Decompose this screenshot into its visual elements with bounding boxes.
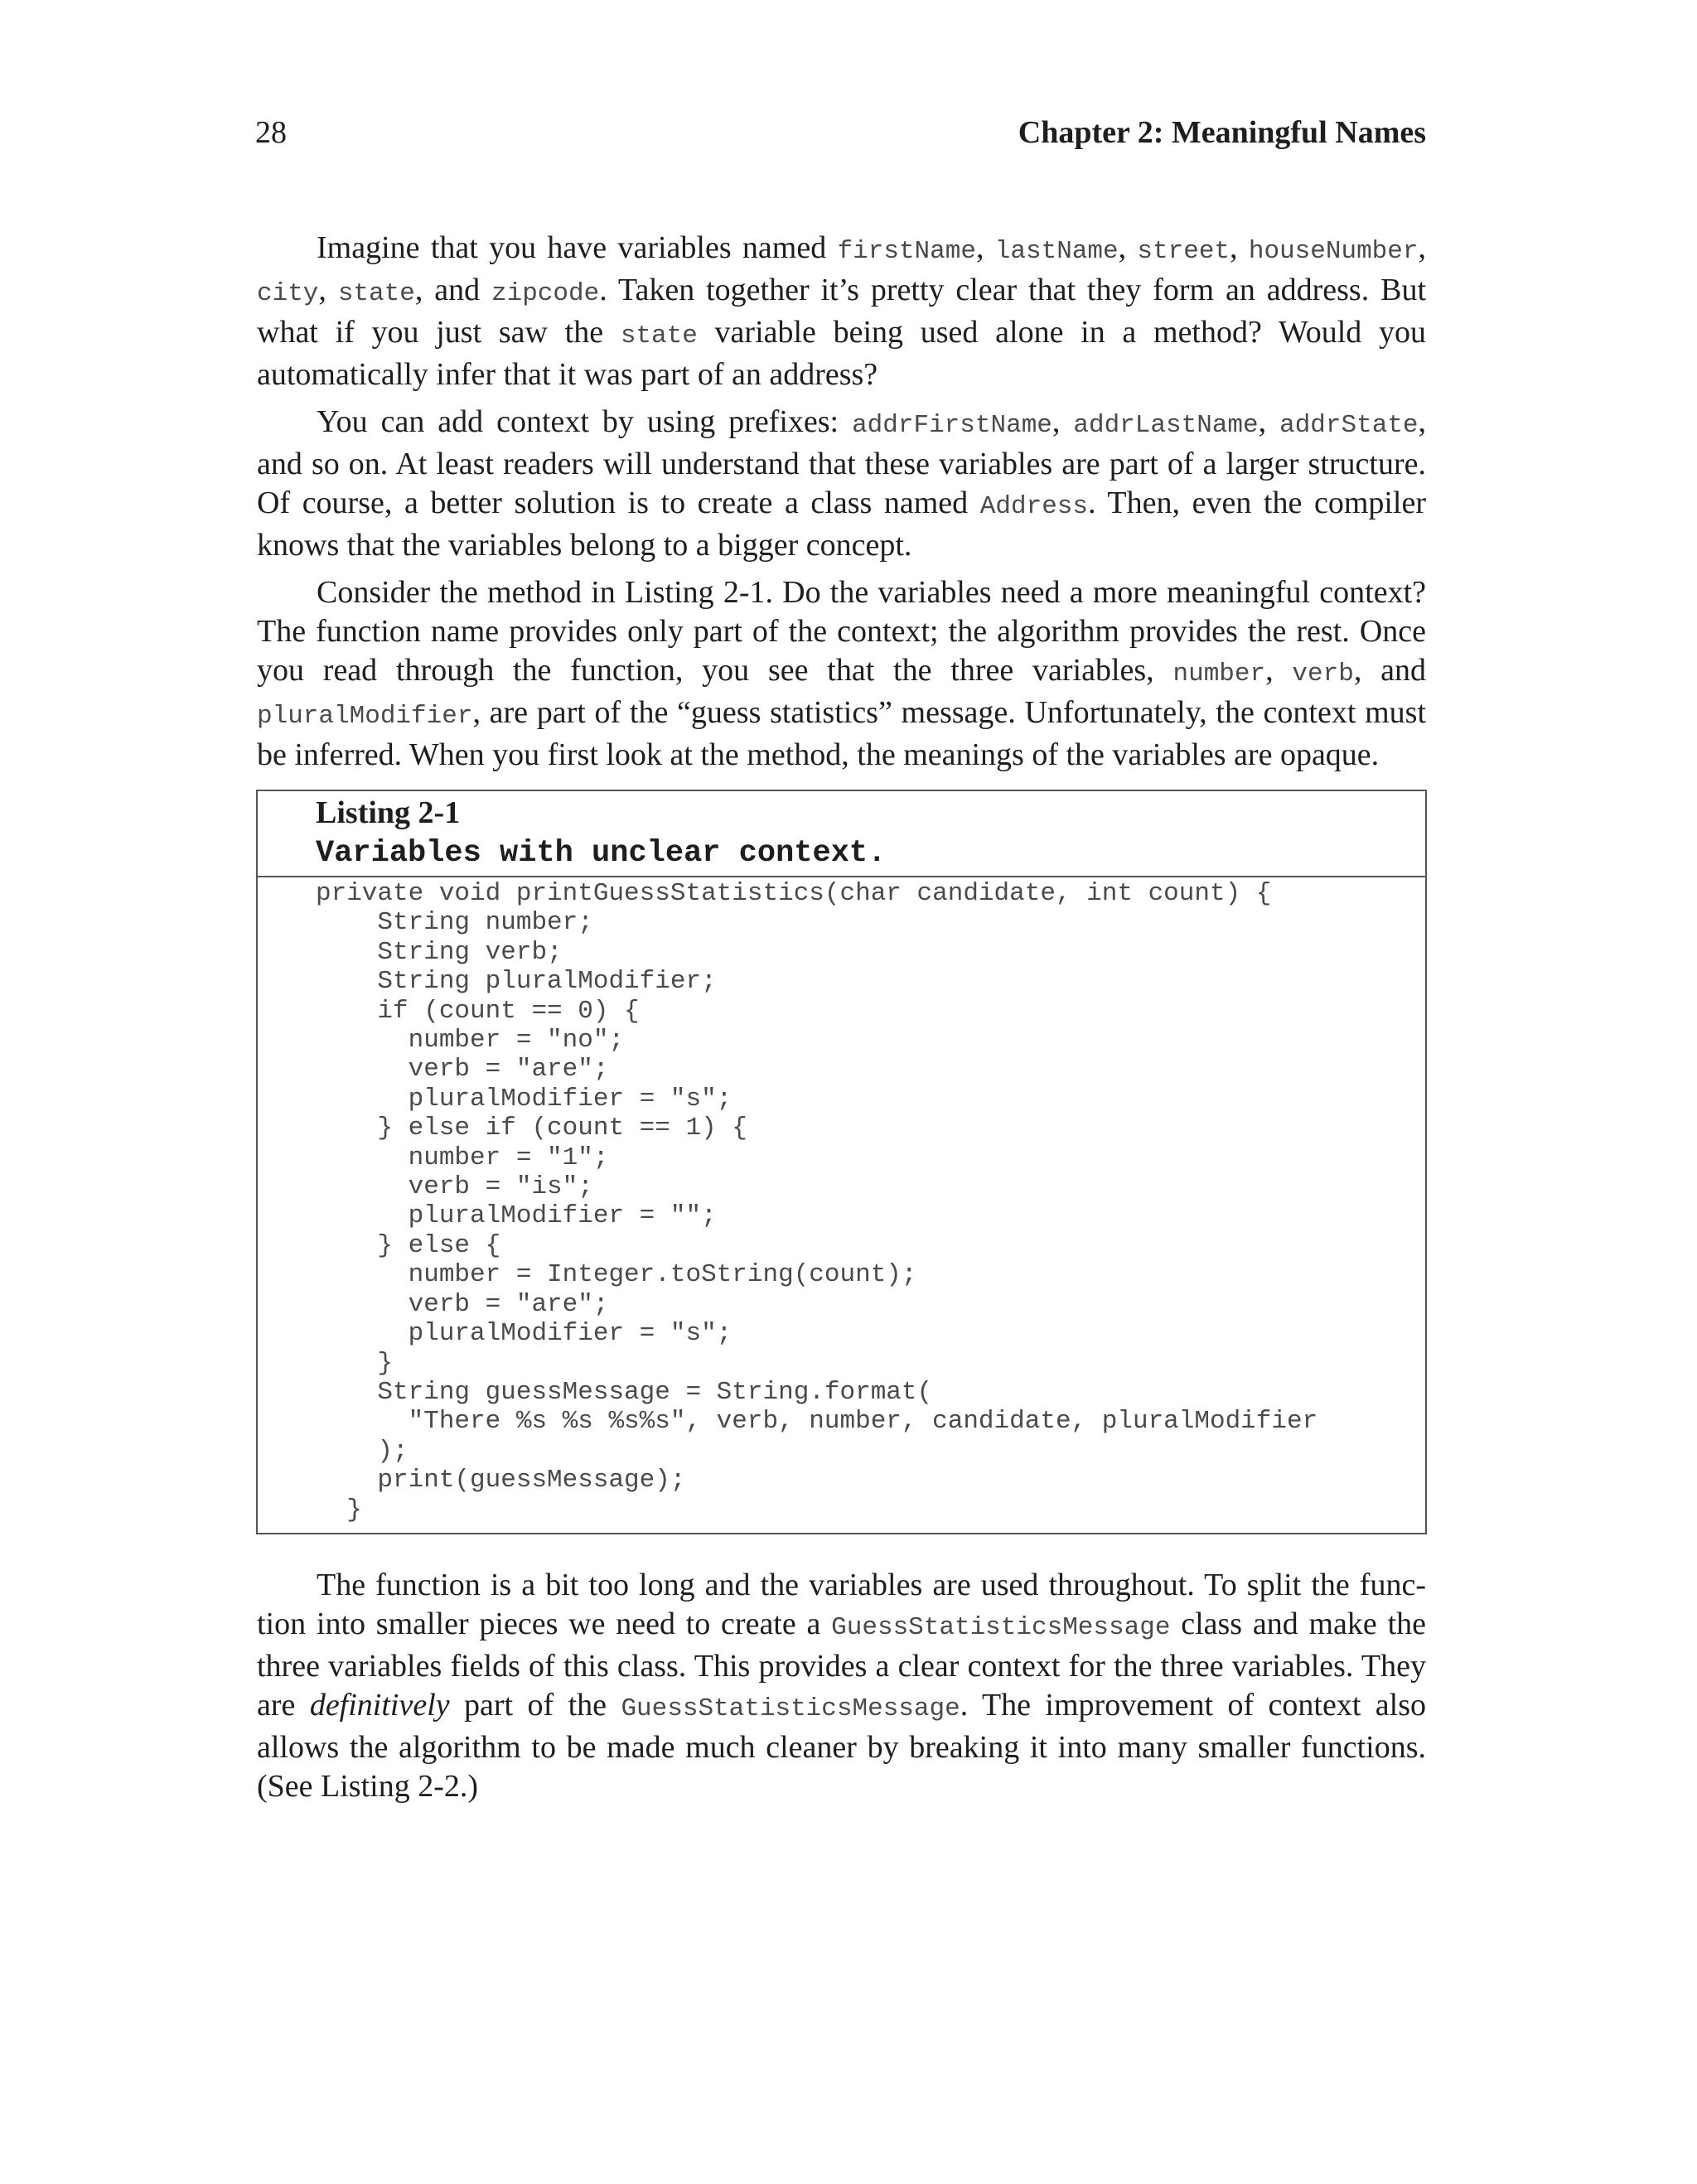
inline-code: GuessStatisticsMessage <box>831 1613 1171 1642</box>
inline-code: firstName <box>837 237 976 266</box>
text-run: The function is a bit too long and the variables are used throughout. To split the function into smaller pieces we need to create a <box>257 1568 1426 1641</box>
text-run: , and <box>1353 653 1427 688</box>
inline-code: addrFirstName <box>852 411 1052 440</box>
text-run: , <box>1265 653 1293 688</box>
text-run: , and <box>414 273 491 307</box>
inline-code: pluralModifier <box>257 702 473 731</box>
text-run: , <box>1230 230 1249 265</box>
text-run: , are part of the “guess statistics” message. Unfortunately, the context must be inferred. When you first look at the method, the meanings of the variables are opaque. <box>257 695 1426 772</box>
paragraph-2 <box>257 403 1426 565</box>
inline-code: zipcode <box>491 279 600 308</box>
paragraph-4 <box>257 1566 1426 1806</box>
text-run: , and so on. At least readers will understand that these variables are part of a larger structure. Of course, a better solution is to create a class named <box>257 404 1427 520</box>
inline-code: addrLastName <box>1073 411 1259 440</box>
running-head: Chapter 2: Meaningful Names <box>1018 115 1426 150</box>
text-run: class and make the three variables fields of this class. This provides a clear context for the three variables. They are <box>257 1607 1426 1723</box>
body-text-top <box>257 229 1426 783</box>
text-run: , <box>1418 230 1426 265</box>
text-run: . Then, even the compiler knows that the variables belong to a bigger concept. <box>257 486 1427 563</box>
inline-code: Address <box>979 492 1089 521</box>
listing-header <box>258 791 1425 877</box>
body-text-bottom <box>257 1566 1426 1814</box>
text-run: . The improvement of context also allows the algorithm to be made much cleaner by breaking it into many smaller functions. (See Listing 2-2.) <box>257 1688 1427 1804</box>
inline-code: street <box>1137 237 1230 266</box>
text-run: , <box>1118 230 1138 265</box>
page-number: 28 <box>255 115 287 150</box>
text-run: , <box>975 230 995 265</box>
text-run: , <box>318 273 338 307</box>
inline-code: lastName <box>994 237 1119 266</box>
code-listing <box>256 790 1427 1534</box>
text-run: Imagine that you have variables named <box>317 230 838 265</box>
paragraph-3 <box>257 573 1426 775</box>
inline-code: verb <box>1292 660 1354 689</box>
text-run: part of the <box>449 1688 621 1723</box>
text-run: , <box>1052 404 1074 439</box>
text-run: variable being used alone in a method? Would you automatically infer that it was part of an address? <box>257 315 1426 392</box>
text-run: You can add context by using prefixes: <box>317 404 853 439</box>
emphasis-text: definitively <box>309 1688 450 1723</box>
listing-code: private void printGuessStatistics(char candidate, int count) { String number; String verb; String pluralModifier; if (count == 0) { number = "no"; verb = "are"; pluralModifier = "s"; } else if (count == 1) { number = "1"; verb = "is"; pluralModifier = ""; } else { number = Integer.toString(count); verb = "are"; pluralModifier = "s"; } String guessMessage = String.format( "There %s %s %s%s", verb, number, candidate, pluralModifier ); print(guessMessage); } <box>316 879 1318 1524</box>
listing-caption: Variables with unclear context. <box>316 836 887 871</box>
inline-code: houseNumber <box>1248 237 1419 266</box>
inline-code: state <box>337 279 415 308</box>
inline-code: addrState <box>1279 411 1419 440</box>
inline-code: number <box>1172 660 1266 689</box>
listing-title: Listing 2-1 <box>316 795 461 830</box>
inline-code: state <box>620 321 698 350</box>
inline-code: GuessStatisticsMessage <box>621 1694 960 1723</box>
text-run: . Taken together it’s pretty clear that they form an address. But what if you just saw the <box>257 273 1426 350</box>
text-run: Consider the method in Listing 2-1. Do the variables need a more meaningful context? The function name provides only part of the context; the algorithm provides the rest. Once you read through the function, you see that the three variables, <box>257 575 1426 688</box>
inline-code: city <box>257 279 319 308</box>
paragraph-1 <box>257 229 1426 394</box>
text-run: , <box>1258 404 1280 439</box>
